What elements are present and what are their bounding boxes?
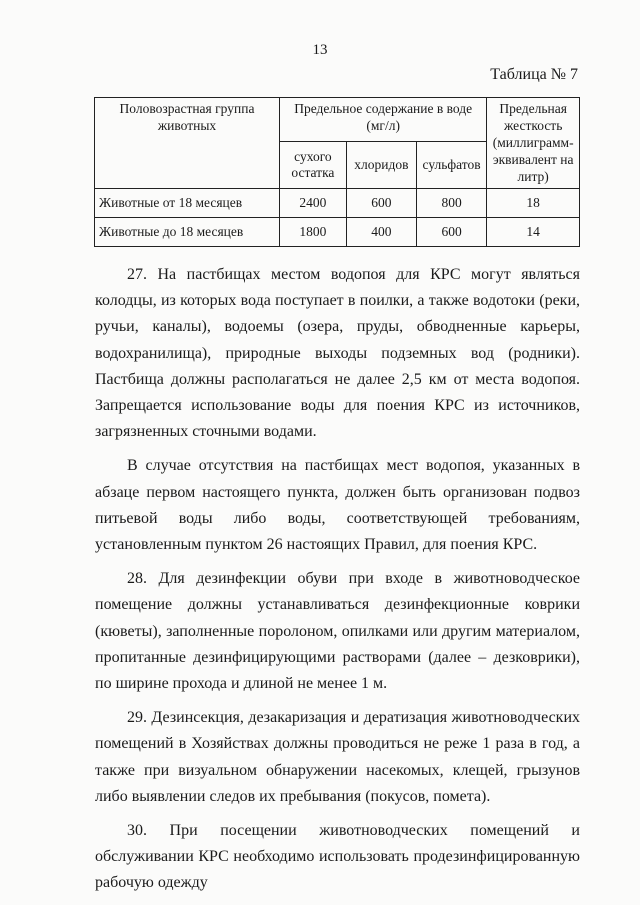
header-max-content: Предельное содержание в воде (мг/л) — [279, 98, 486, 142]
table-row — [95, 218, 580, 247]
table-row — [95, 189, 580, 218]
paragraph-28: 28. Для дезинфекции обуви при входе в животноводческое помещение должны устанавливаться дезинфекционные коврики (кюветы), заполненные поролоном, опилками или другим материалом, пропитанные дезинфицирующими растворами (далее – дезковрики), по ширине прохода и длиной не менее 1 м. — [95, 570, 580, 693]
paragraph-27: 27. На пастбищах местом водопоя для КРС могут являться колодцы, из которых вода поступает в поилки, а также водотоки (реки, ручьи, каналы), водоемы (озера, пруды, обводненные карьеры, водохранилища), природные выходы подземных вод (родники). Пастбища должны располагаться не далее 2,5 км от места водопоя. Запрещается использование воды для поения КРС из источников, загрязненных сточными водами. — [95, 266, 580, 441]
cell-chlorides: 400 — [346, 218, 416, 247]
cell-hardness: 18 — [487, 189, 580, 218]
paragraph-30: 30. При посещении животноводческих помещений и обслуживании КРС необходимо использовать продезинфицированную рабочую одежду — [95, 822, 580, 892]
subheader-dry-residue: сухого остатка — [279, 142, 346, 189]
water-norms-table — [94, 97, 580, 247]
row-group-label: Животные до 18 месяцев — [95, 218, 280, 247]
row-group-label: Животные от 18 месяцев — [95, 189, 280, 218]
cell-dry-residue: 2400 — [279, 189, 346, 218]
paragraph-29: 29. Дезинсекция, дезакаризация и дератизация животноводческих помещений в Хозяйствах должны проводиться не реже 1 раза в год, а также при визуальном обнаружении насекомых, клещей, грызунов либо выявлении следов их пребывания (покусов, помета). — [95, 709, 580, 805]
cell-chlorides: 600 — [346, 189, 416, 218]
body-text — [95, 262, 580, 905]
page-number: 13 — [312, 42, 328, 58]
paragraph-27-second: В случае отсутствия на пастбищах мест водопоя, указанных в абзаце первом настоящего пункта, должен быть организован подвоз питьевой воды либо воды, соответствующей требованиям, установленным пунктом 26 настоящих Правил, для поения КРС. — [95, 457, 580, 554]
subheader-sulfates: сульфатов — [416, 142, 487, 189]
table-caption: Таблица № 7 — [490, 66, 578, 83]
cell-hardness: 14 — [487, 218, 580, 247]
header-animal-group: Половозрастная группа животных — [95, 98, 280, 189]
cell-sulfates: 800 — [416, 189, 487, 218]
header-max-hardness: Предельная жесткость (миллиграмм-эквивалент на литр) — [487, 98, 580, 189]
cell-sulfates: 600 — [416, 218, 487, 247]
subheader-chlorides: хлоридов — [346, 142, 416, 189]
cell-dry-residue: 1800 — [279, 218, 346, 247]
